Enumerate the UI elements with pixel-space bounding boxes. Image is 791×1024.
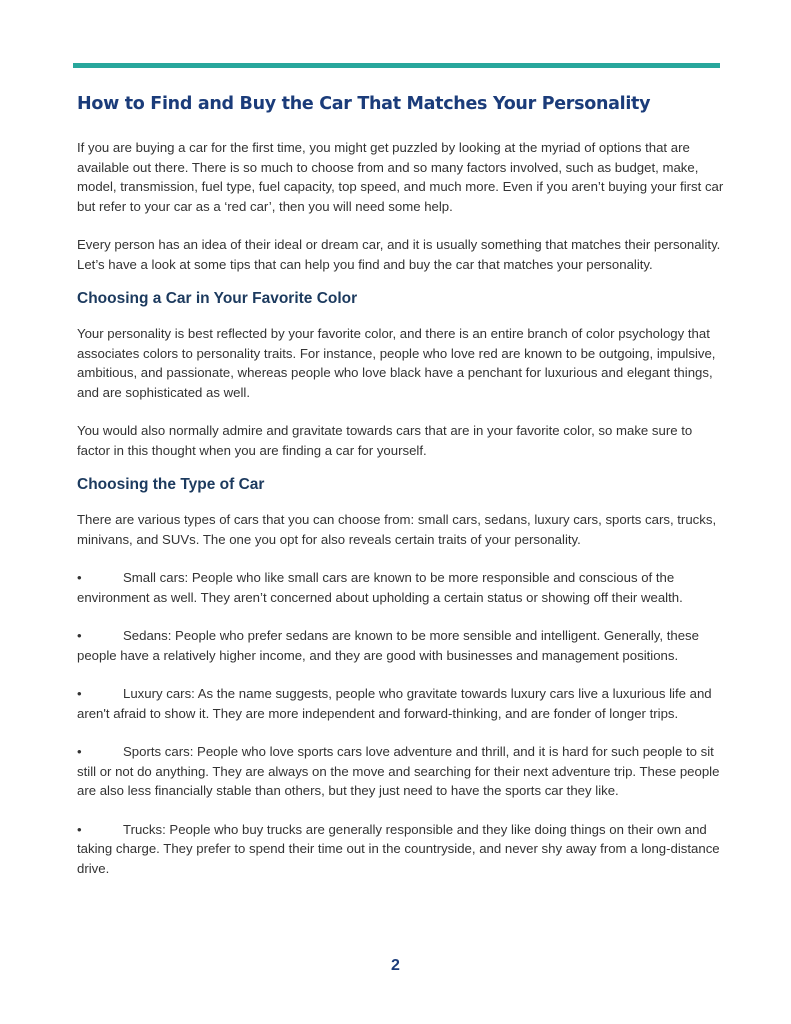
bullet-symbol: • xyxy=(77,628,82,643)
section-heading-color: Choosing a Car in Your Favorite Color xyxy=(77,290,358,307)
section-heading-type: Choosing the Type of Car xyxy=(77,476,265,493)
bullet-text: Trucks: People who buy trucks are generally responsible and they like doing things on their own and taking charge. They prefer to spend their time out in the countryside, and never shy away from a long-distance drive. xyxy=(77,821,720,876)
bullet-item-sedans xyxy=(77,626,725,665)
bullet-item-trucks xyxy=(77,820,725,879)
bullet-symbol: • xyxy=(77,744,82,759)
bullet-item-luxury-cars xyxy=(77,684,725,723)
bullet-text: Sports cars: People who love sports cars love adventure and thrill, and it is hard for such people to sit still or not do anything. They are always on the move and searching for their next adventure trip. These people are also less financially stable than others, but they just need to have the sports car they like. xyxy=(77,744,720,798)
bullet-text: Sedans: People who prefer sedans are known to be more sensible and intelligent. Generally, these people have a relatively higher income, and they are good with businesses and management positions. xyxy=(77,628,699,663)
page-title: How to Find and Buy the Car That Matches Your Personality xyxy=(77,94,651,114)
bullet-text: Small cars: People who like small cars are known to be more responsible and conscious of the environment as well. They aren’t concerned about upholding a certain status or showing off their wealth. xyxy=(77,570,683,605)
intro-paragraph-2: Every person has an idea of their ideal or dream car, and it is usually something that matches their personality. Let’s have a look at some tips that can help you find and buy the car that matches your personality. xyxy=(77,237,721,272)
document-body xyxy=(77,93,725,878)
bullet-item-sports-cars xyxy=(77,742,725,801)
top-accent-rule xyxy=(73,63,720,68)
bullet-item-small-cars xyxy=(77,568,725,607)
bullet-symbol: • xyxy=(77,821,82,837)
bullet-symbol: • xyxy=(77,686,82,701)
color-paragraph-1: Your personality is best reflected by your favorite color, and there is an entire branch of color psychology that associates colors to personality traits. For instance, people who love red are known to be outgoing, impulsive, ambitious, and passionate, whereas people who love black have a penchant for luxurious and elegant things, and are sophisticated as well. xyxy=(77,326,716,400)
bullet-text: Luxury cars: As the name suggests, people who gravitate towards luxury cars live a luxurious life and aren't afraid to show it. They are more independent and forward-thinking, and are fonder of longer trips. xyxy=(77,686,712,721)
intro-paragraph-1: If you are buying a car for the first time, you might get puzzled by looking at the myriad of options that are available out there. There is so much to choose from and so many factors involved, such as budget, make, model, transmission, fuel type, fuel capacity, top speed, and much more. Even if you aren’t buying your first car but refer to your car as a ‘red car’, then you will need some help. xyxy=(77,140,724,214)
type-intro-paragraph: There are various types of cars that you can choose from: small cars, sedans, luxury cars, sports cars, trucks, minivans, and SUVs. The one you opt for also reveals certain traits of your personality. xyxy=(77,512,717,547)
bullet-symbol: • xyxy=(77,570,82,585)
page-number: 2 xyxy=(391,957,400,974)
color-paragraph-2: You would also normally admire and gravitate towards cars that are in your favorite color, so make sure to factor in this thought when you are finding a car for yourself. xyxy=(77,423,693,458)
